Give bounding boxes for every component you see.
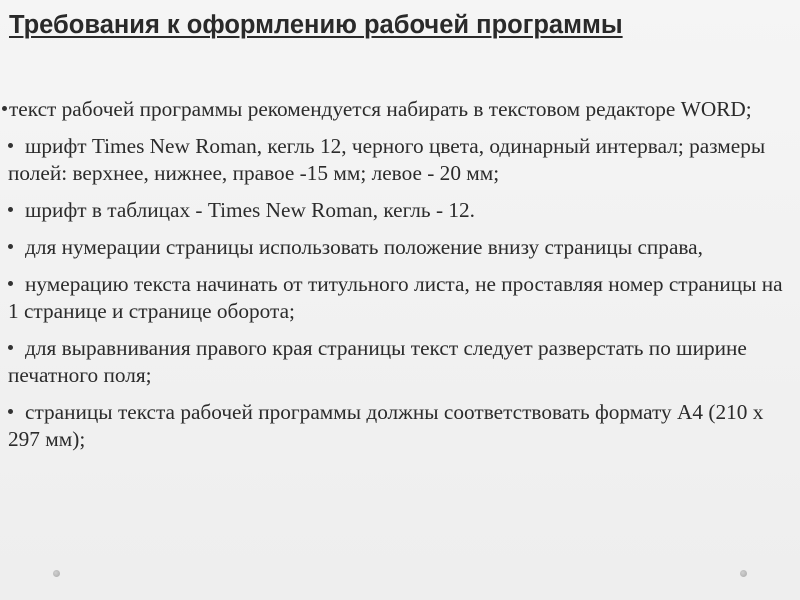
slide-title: Требования к оформлению рабочей программы <box>9 11 623 39</box>
list-item <box>8 133 788 187</box>
list-item <box>8 335 788 389</box>
requirements-list <box>8 96 788 463</box>
bullet-icon <box>8 281 13 286</box>
bullet-icon <box>8 345 13 350</box>
bullet-icon <box>8 244 13 249</box>
bullet-icon <box>8 143 13 148</box>
decorative-dot-icon <box>53 570 60 577</box>
list-item <box>8 234 788 261</box>
list-item <box>8 96 788 123</box>
list-item <box>8 197 788 224</box>
list-item-text: для выравнивания правого края страницы текст следует разверстать по ширине печатного поля; <box>8 336 747 387</box>
list-item-text: шрифт в таблицах - Times New Roman, кегль - 12. <box>25 198 475 222</box>
list-item <box>8 271 788 325</box>
decorative-dot-icon <box>740 570 747 577</box>
list-item-text: шрифт Times New Roman, кегль 12, черного цвета, одинарный интервал; размеры полей: верхнее, нижнее, правое -15 мм; левое - 20 мм; <box>8 134 766 185</box>
list-item-text: страницы текста рабочей программы должны соответствовать формату А4 (210 х 297 мм); <box>8 400 764 451</box>
list-item-text: для нумерации страницы использовать положение внизу страницы справа, <box>25 235 703 259</box>
bullet-icon <box>8 207 13 212</box>
list-item-text: нумерацию текста начинать от титульного листа, не проставляя номер страницы на 1 странице и странице оборота; <box>8 272 783 323</box>
bullet-icon <box>8 409 13 414</box>
list-item <box>8 399 788 453</box>
bullet-icon <box>2 106 7 111</box>
list-item-text: текст рабочей программы рекомендуется набирать в текстовом редакторе WORD; <box>9 97 752 121</box>
